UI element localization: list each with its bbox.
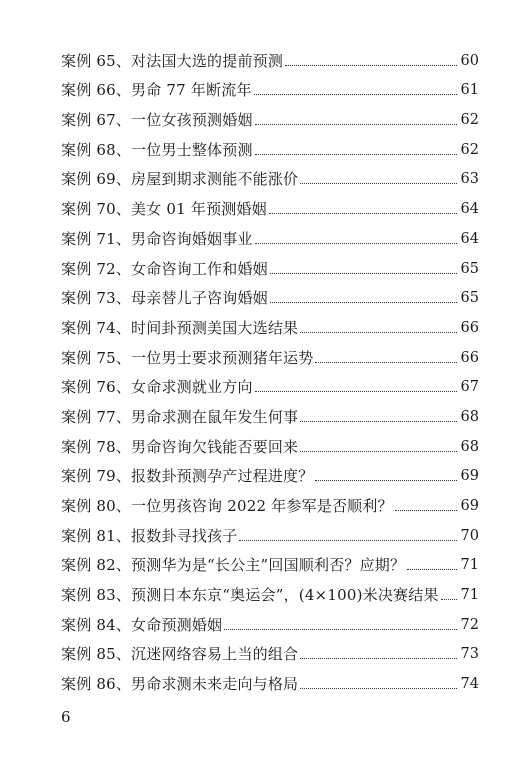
toc-leader-dots: [270, 273, 457, 274]
toc-entry-page: 63: [460, 171, 479, 188]
toc-entry-page: 68: [460, 408, 479, 425]
toc-entry[interactable]: [61, 663, 479, 693]
toc-entry[interactable]: [61, 99, 479, 129]
toc-entry-title: 案例 80、一位男孩咨询 2022 年参军是否顺利？: [61, 497, 393, 515]
toc-leader-dots: [300, 183, 457, 184]
toc-entry-page: 64: [460, 230, 479, 247]
toc-entry-title: 案例 70、美女 01 年预测婚姻: [61, 200, 267, 219]
toc-entry[interactable]: [61, 337, 479, 367]
toc-entry-title: 案例 65、对法国大选的提前预测: [61, 51, 284, 70]
toc-entry-page: 70: [460, 527, 479, 544]
toc-leader-dots: [300, 332, 457, 333]
toc-entry-title: 案例 69、房屋到期求测能不能涨价: [61, 170, 299, 189]
toc-entry-title: 案例 86、男命求测未来走向与格局: [61, 675, 299, 694]
toc-leader-dots: [300, 451, 457, 452]
toc-leader-dots: [270, 302, 457, 303]
toc-leader-dots: [407, 569, 457, 570]
toc-entry-page: 61: [460, 82, 479, 99]
toc-leader-dots: [224, 629, 457, 630]
toc-leader-dots: [395, 510, 457, 511]
toc-entry[interactable]: [61, 159, 479, 189]
toc-entry[interactable]: [61, 545, 479, 575]
toc-leader-dots: [255, 391, 457, 392]
toc-entry-title: 案例 75、一位男士要求预测猪年运势: [61, 348, 314, 367]
toc-leader-dots: [300, 688, 457, 689]
toc-entry[interactable]: [61, 129, 479, 159]
toc-entry[interactable]: [61, 278, 479, 308]
toc-entry-title: 案例 83、预测日本东京“奥运会”，(4×100)米决赛结果: [61, 586, 439, 605]
toc-entry-page: 62: [460, 112, 479, 129]
toc-entry-page: 64: [460, 201, 479, 218]
toc-entry-title: 案例 78、男命咨询欠钱能否要回来: [61, 437, 299, 456]
toc-entry[interactable]: [61, 604, 479, 634]
toc-entry-title: 案例 67、一位女孩预测婚姻: [61, 111, 253, 130]
toc-entry[interactable]: [61, 70, 479, 100]
toc-entry-title: 案例 79、报数卦预测孕产过程进度？: [61, 467, 314, 486]
toc-entry-title: 案例 81、报数卦寻找孩子: [61, 526, 238, 545]
toc-entry-page: 62: [460, 141, 479, 158]
toc-entry-title: 案例 77、男命求测在鼠年发生何事: [61, 407, 299, 426]
toc-entry-page: 69: [460, 468, 479, 485]
toc-leader-dots: [255, 124, 457, 125]
toc-entry-page: 65: [460, 260, 479, 277]
toc-entry[interactable]: [61, 40, 479, 70]
toc-leader-dots: [441, 599, 457, 600]
toc-entry[interactable]: [61, 515, 479, 545]
toc-entry[interactable]: [61, 574, 479, 604]
toc-entry-page: 74: [460, 676, 479, 693]
toc-entry-title: 案例 72、女命咨询工作和婚姻: [61, 259, 268, 278]
toc-leader-dots: [254, 94, 457, 95]
toc-leader-dots: [255, 154, 457, 155]
page-number: 6: [61, 708, 71, 726]
toc-entry[interactable]: [61, 188, 479, 218]
toc-leader-dots: [300, 658, 457, 659]
toc-entry-page: 65: [460, 290, 479, 307]
toc-leader-dots: [285, 65, 457, 66]
toc-entry-page: 60: [460, 52, 479, 69]
toc-entry-page: 68: [460, 438, 479, 455]
toc-entry[interactable]: [61, 634, 479, 664]
toc-entry[interactable]: [61, 485, 479, 515]
toc-entry-title: 案例 76、女命求测就业方向: [61, 378, 253, 397]
toc-leader-dots: [255, 243, 457, 244]
toc-leader-dots: [315, 480, 457, 481]
toc-entry[interactable]: [61, 218, 479, 248]
toc-entry-page: 71: [460, 557, 479, 574]
toc-entry-page: 69: [460, 498, 479, 514]
toc-entry-page: 71: [460, 587, 479, 604]
toc-entry-title: 案例 73、母亲替儿子咨询婚姻: [61, 289, 268, 308]
toc-entry[interactable]: [61, 456, 479, 486]
toc-entry-title: 案例 82、预测华为是“长公主”回国顺利否？应期？: [61, 556, 406, 575]
toc-entry-title: 案例 85、沉迷网络容易上当的组合: [61, 645, 299, 664]
toc-entry-page: 73: [460, 646, 479, 663]
toc-entry-title: 案例 84、女命预测婚姻: [61, 615, 223, 634]
toc-leader-dots: [315, 362, 457, 363]
toc-leader-dots: [300, 421, 457, 422]
toc-entry-page: 67: [460, 379, 479, 396]
toc-entry[interactable]: [61, 426, 479, 456]
toc-entry[interactable]: [61, 367, 479, 397]
toc-entry-title: 案例 74、时间卦预测美国大选结果: [61, 318, 299, 337]
toc-entry-title: 案例 66、男命 77 年断流年: [61, 81, 252, 100]
toc-entry[interactable]: [61, 396, 479, 426]
toc-entry-title: 案例 68、一位男士整体预测: [61, 140, 253, 159]
toc-leader-dots: [269, 213, 457, 214]
toc-entry-page: 72: [460, 616, 479, 633]
toc-leader-dots: [239, 540, 457, 541]
toc-entry-title: 案例 71、男命咨询婚姻事业: [61, 229, 253, 248]
table-of-contents: [61, 40, 479, 693]
toc-entry-page: 66: [460, 349, 479, 366]
toc-entry-page: 66: [460, 319, 479, 336]
toc-entry[interactable]: [61, 307, 479, 337]
toc-entry[interactable]: [61, 248, 479, 278]
